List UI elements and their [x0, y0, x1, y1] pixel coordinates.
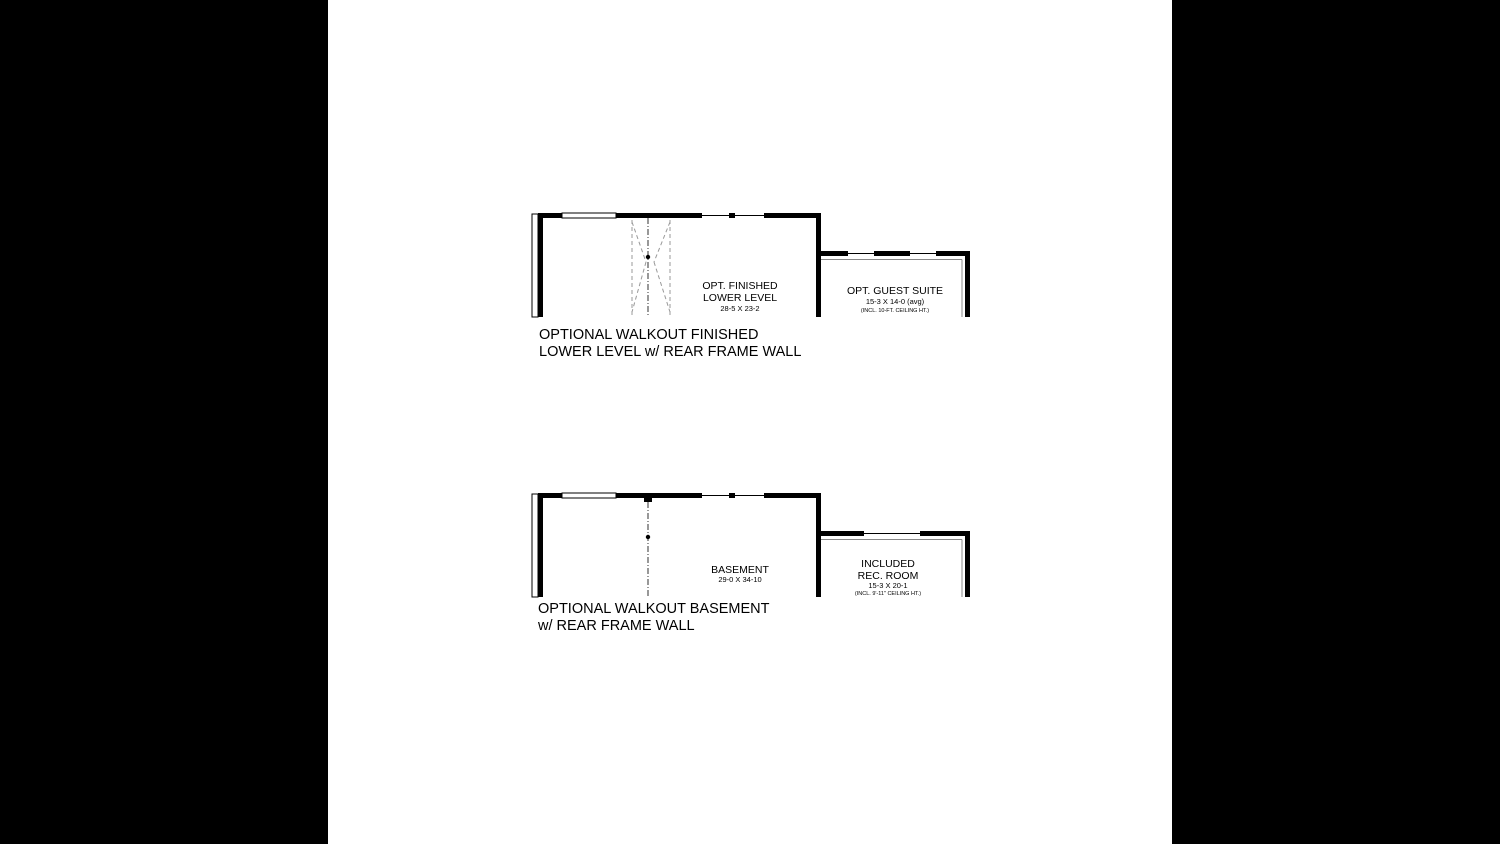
main-room-dims: 29-0 X 34-10 — [718, 575, 762, 584]
plan-caption-line1: OPTIONAL WALKOUT FINISHED — [539, 327, 759, 343]
plan-caption-line2: LOWER LEVEL w/ REAR FRAME WALL — [539, 344, 802, 360]
suite-wall — [874, 251, 910, 256]
support-column — [646, 255, 650, 259]
top-wall — [616, 213, 702, 218]
rear-frame-wall — [532, 494, 538, 597]
side-room-note: (INCL. 9'-11" CEILING HT.) — [854, 591, 922, 597]
main-room-name-2: LOWER LEVEL — [702, 292, 778, 304]
side-room-dims: 15-3 X 20-1 — [868, 581, 908, 590]
plan-basement — [328, 280, 1172, 680]
side-room-note: (INCL. 10-FT. CEILING HT.) — [860, 308, 930, 314]
sliding-door — [562, 493, 616, 498]
suite-wall — [818, 251, 848, 256]
side-room-dims: 15-3 X 14-0 (avg) — [865, 297, 925, 306]
main-room-name-1: BASEMENT — [711, 564, 769, 576]
main-room-dims: 28-5 X 23-2 — [720, 304, 760, 313]
main-room-name-1: OPT. FINISHED — [702, 280, 778, 292]
side-room-name: OPT. GUEST SUITE — [846, 285, 944, 297]
top-wall — [764, 493, 820, 498]
support-column — [646, 535, 650, 539]
floor-plan-2-drawing — [328, 280, 1172, 680]
suite-wall — [818, 531, 864, 536]
floor-plan-sheet — [328, 0, 1172, 844]
side-room-name-1: INCLUDED — [861, 558, 915, 570]
suite-wall — [965, 531, 970, 597]
beam-post — [644, 496, 652, 502]
top-wall — [538, 213, 562, 218]
right-wall — [816, 493, 821, 597]
sliding-door — [562, 213, 616, 218]
top-wall — [616, 493, 702, 498]
suite-wall — [920, 531, 970, 536]
wall-post — [729, 493, 735, 498]
plan-caption-line2: w/ REAR FRAME WALL — [538, 618, 695, 634]
left-wall — [538, 493, 543, 597]
suite-wall — [936, 251, 970, 256]
top-wall — [764, 213, 820, 218]
top-wall — [538, 493, 562, 498]
side-room-name-2: REC. ROOM — [857, 570, 919, 582]
plan-caption-line1: OPTIONAL WALKOUT BASEMENT — [538, 601, 770, 617]
wall-post — [729, 213, 735, 218]
